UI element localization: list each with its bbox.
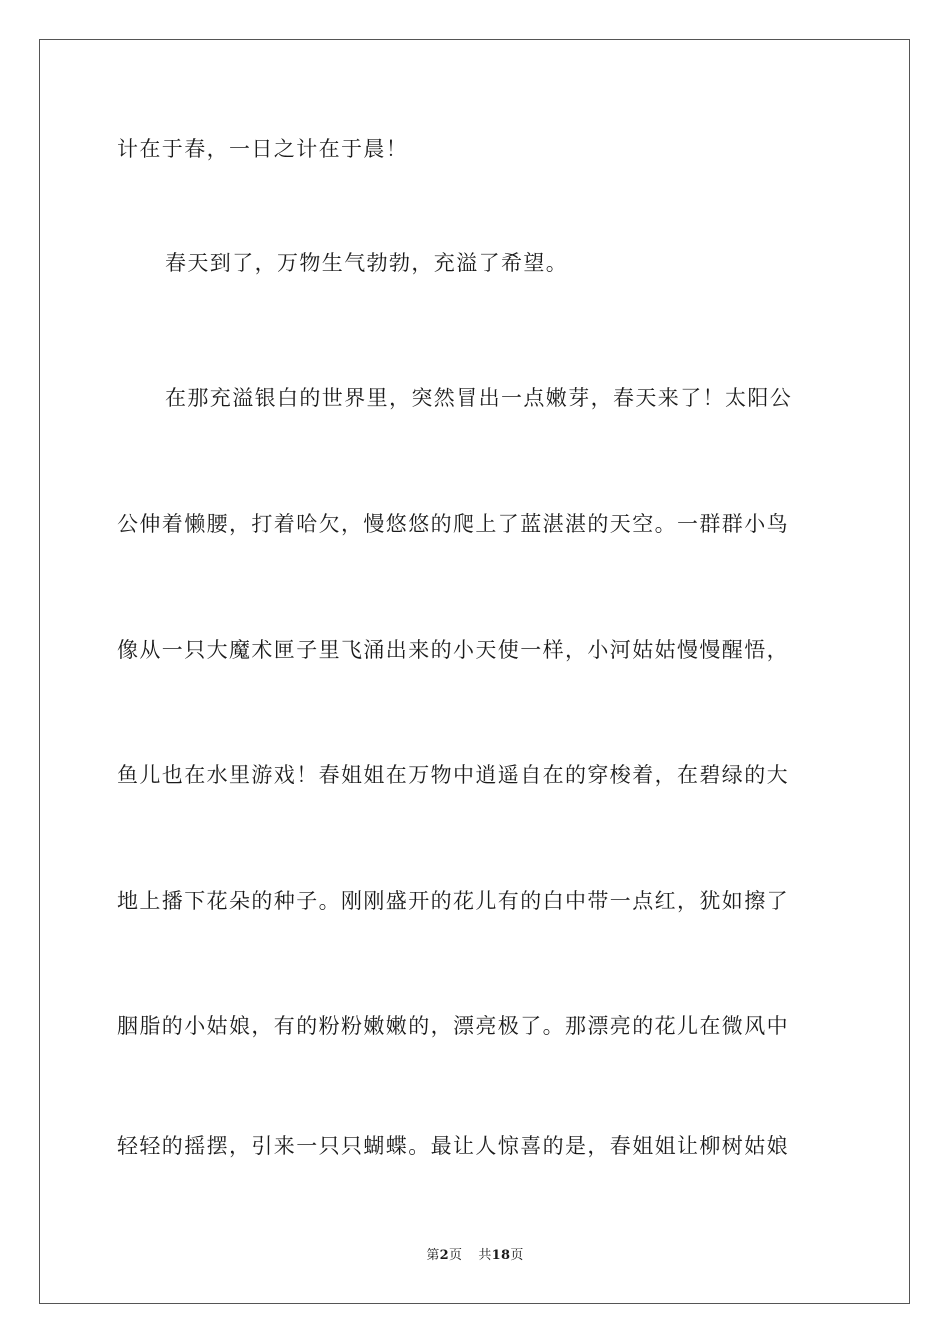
text-line: 像从一只大魔术匣子里飞涌出来的小天使一样，小河姑姑慢慢醒悟，: [117, 638, 789, 662]
page-suffix: 页: [449, 1248, 463, 1263]
page-border: [39, 39, 910, 1304]
total-suffix: 页: [510, 1248, 524, 1263]
text-line: 公伸着懒腰，打着哈欠，慢悠悠的爬上了蓝湛湛的天空。一群群小鸟: [117, 512, 789, 536]
page-footer: [0, 1247, 950, 1265]
total-prefix: 共: [478, 1248, 492, 1263]
paragraph-line: 春天到了，万物生气勃勃，充溢了希望。: [165, 251, 569, 275]
page-number: 2: [439, 1248, 450, 1263]
text-line: 鱼儿也在水里游戏！春姐姐在万物中逍遥自在的穿梭着，在碧绿的大: [117, 763, 789, 787]
paragraph-line: 在那充溢银白的世界里，突然冒出一点嫩芽，春天来了！太阳公: [165, 386, 793, 410]
total-pages: 18: [491, 1248, 511, 1263]
text-line: 轻轻的摇摆，引来一只只蝴蝶。最让人惊喜的是，春姐姐让柳树姑娘: [117, 1134, 789, 1158]
text-line: 地上播下花朵的种子。刚刚盛开的花儿有的白中带一点红，犹如擦了: [117, 889, 789, 913]
page-prefix: 第: [426, 1248, 440, 1263]
text-line: 胭脂的小姑娘，有的粉粉嫩嫩的，漂亮极了。那漂亮的花儿在微风中: [117, 1014, 789, 1038]
text-line: 计在于春，一日之计在于晨！: [117, 137, 409, 161]
